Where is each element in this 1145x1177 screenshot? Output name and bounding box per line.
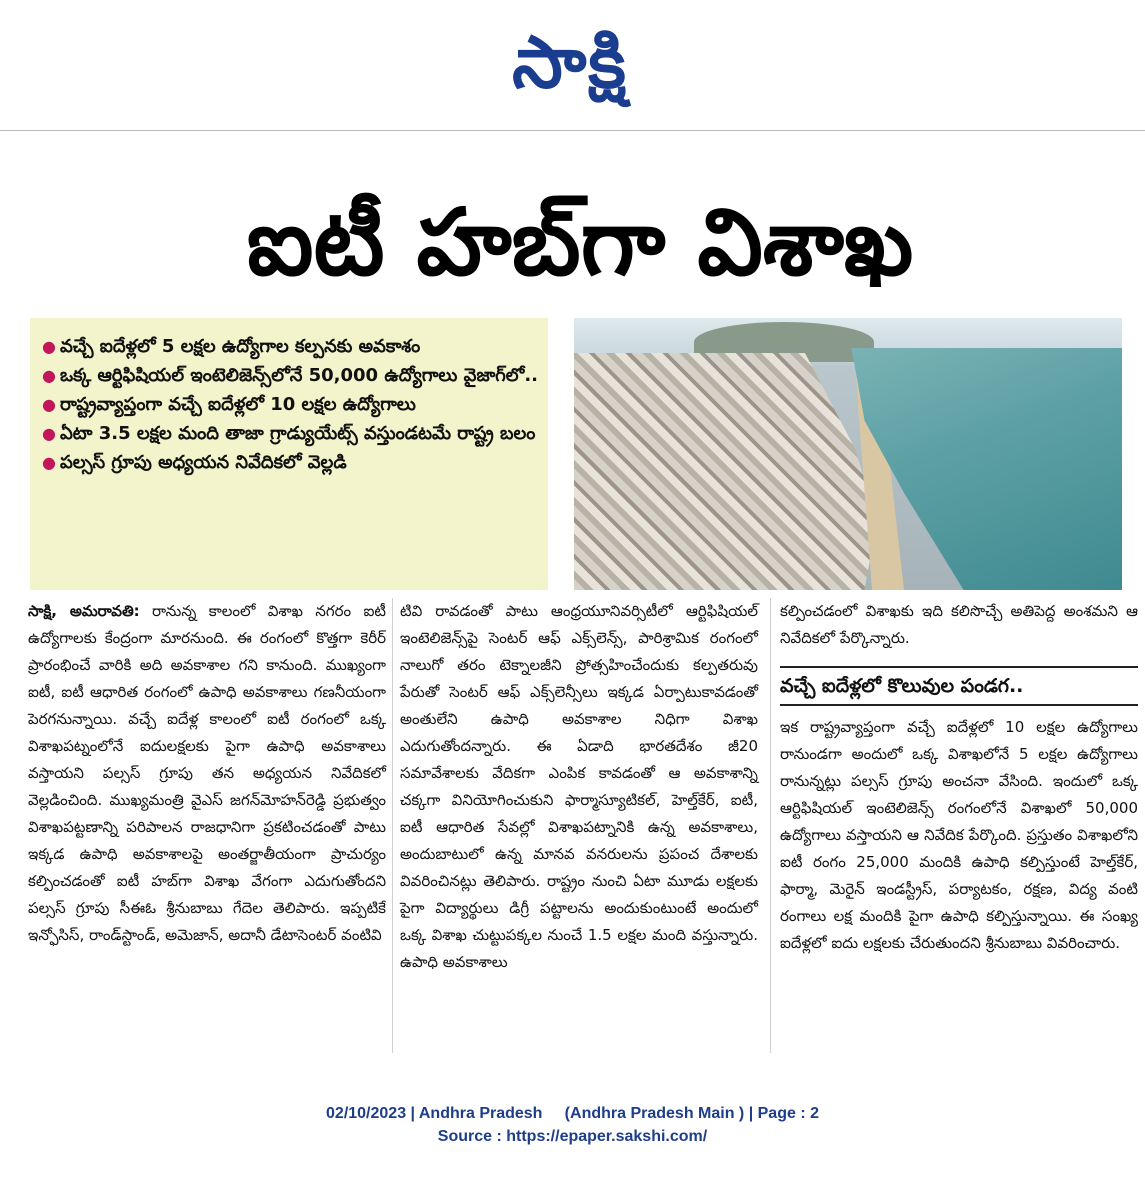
footer	[0, 1102, 1145, 1148]
article-column-1	[28, 598, 386, 949]
article-column-2	[400, 598, 758, 976]
column-3-top-text: కల్పించడంలో విశాఖకు ఇది కలిసొచ్చే అతిపెద్ద అంశమని ఆ నివేదికలో పేర్కొన్నారు.	[780, 602, 1138, 647]
dateline: సాక్షి, అమరావతి:	[28, 602, 140, 620]
bullet-icon: ●	[42, 453, 56, 472]
bullet-icon: ●	[42, 366, 56, 385]
highlight-text: వచ్చే ఐదేళ్లలో 5 లక్షల ఉద్యోగాల కల్పనకు అవకాశం	[60, 336, 421, 357]
highlight-text: ఏటా 3.5 లక్షల మంది తాజా గ్రాడ్యుయేట్స్ వస్తుండటమే రాష్ట్ర బలం	[60, 423, 536, 444]
highlight-text: ఒక్క ఆర్టిఫిషియల్ ఇంటెలిజెన్స్‌లోనే 50,000 ఉద్యోగాలు వైజాగ్‌లో..	[60, 365, 538, 386]
highlight-item	[42, 332, 538, 361]
highlight-item	[42, 448, 538, 477]
footer-source-link[interactable]: Source : https://epaper.sakshi.com/	[437, 1128, 708, 1145]
highlight-item	[42, 419, 538, 448]
column-2-text: టివి రావడంతో పాటు ఆంధ్రయూనివర్సిటీలో ఆర్టిఫిషియల్ ఇంటెలిజెన్స్‌పై సెంటర్ ఆఫ్ ఎక్స్‌లెన్స్, పారిశ్రామిక రంగంలో నాలుగో తరం టెక్నాలజీని ప్రోత్సహించేందుకు కల్పతరువు పేరుతో సెంటర్ ఆఫ్ ఎక్స్‌లెన్సీలు ఇక్కడ ఏర్పాటుకావడంతో అంతులేని ఉపాధి అవకాశాల నిధిగా విశాఖ ఎదుగుతోందన్నారు. ఈ ఏడాది భారతదేశం జీ20 సమావేశాలకు వేదికగా ఎంపిక కావడంతో ఆ అవకాశాన్ని చక్కగా వినియోగించుకుని ఫార్మాస్యూటికల్, హెల్త్‌కేర్, ఐటీ, ఐటీ ఆధారిత సేవల్లో విశాఖపట్నానికి ఉన్న అవకాశాలు, అందుబాటులో ఉన్న మానవ వనరులను ప్రపంచ దేశాలకు వివరించినట్లు తెలిపారు. రాష్ట్రం నుంచి ఏటా మూడు లక్షలకు పైగా విద్యార్థులు డిగ్రీ పట్టాలను అందుకుంటుంటే అందులో ఒక్క విశాఖ చుట్టుపక్కల నుంచే 1.5 లక్షల మంది వస్తున్నారు. ఉపాధి అవకాశాలు	[400, 602, 758, 971]
highlight-item	[42, 361, 538, 390]
highlight-text: రాష్ట్రవ్యాప్తంగా వచ్చే ఐదేళ్లలో 10 లక్షల ఉద్యోగాలు	[60, 394, 416, 415]
highlight-item	[42, 390, 538, 419]
article-column-3	[780, 598, 1138, 957]
column-3-bottom-text: ఇక రాష్ట్రవ్యాప్తంగా వచ్చే ఐదేళ్లలో 10 లక్షల ఉద్యోగాలు రానుండగా అందులో ఒక్క విశాఖలోనే 5 లక్షల ఉద్యోగాలు రానున్నట్లు పల్సస్ గ్రూపు అంచనా వేసింది. ఇందులో ఒక్క ఆర్టిఫిషియల్ ఇంటెలిజెన్స్ రంగంలోనే విశాఖలో 50,000 ఉద్యోగాలు వస్తాయని ఆ నివేదిక పేర్కొంది. ప్రస్తుతం విశాఖలోని ఐటీ రంగం 25,000 మందికి ఉపాధి కల్పిస్తుంటే హెల్త్‌కేర్, ఫార్మా, మెరైన్ ఇండస్ట్రీస్, పర్యాటకం, రక్షణ, విద్య వంటి రంగాలు లక్ష మందికి పైగా ఉపాధి కల్పిస్తున్నాయి. ఈ సంఖ్య ఐదేళ్లలో ఐదు లక్షలకు చేరుతుందని శ్రీనుబాబు వివరించారు.	[780, 718, 1138, 952]
article-headline: ఐటీ హబ్‌గా విశాఖ	[246, 189, 914, 296]
aerial-city-photo	[574, 318, 1122, 590]
highlight-text: పల్సస్ గ్రూపు అధ్యయన నివేదికలో వెల్లడి	[60, 452, 347, 473]
footer-edition-info: 02/10/2023 | Andhra Pradesh (Andhra Pradesh Main ) | Page : 2	[326, 1105, 819, 1122]
subheading: వచ్చే ఐదేళ్లలో కొలువుల పండగ..	[780, 666, 1138, 706]
masthead-divider	[0, 130, 1145, 131]
bullet-icon: ●	[42, 395, 56, 414]
column-divider	[392, 598, 393, 1053]
bullet-icon: ●	[42, 424, 56, 443]
photo-city	[574, 353, 904, 590]
highlights-box	[30, 318, 548, 590]
masthead	[0, 0, 1145, 130]
column-1-text: రానున్న కాలంలో విశాఖ నగరం ఐటీ ఉద్యోగాలకు కేంద్రంగా మారనుంది. ఈ రంగంలో కొత్తగా కెరీర్ ప్రారంభించే వారికి అది అవకాశాల గని కానుంది. ముఖ్యంగా ఐటీ, ఐటీ ఆధారిత రంగంలో ఉపాధి అవకాశాలు గణనీయంగా పెరగనున్నాయి. వచ్చే ఐదేళ్ల కాలంలో ఐటీ రంగంలో ఒక్క విశాఖపట్నంలోనే ఐదులక్షలకు పైగా ఉపాధి అవకాశాలు వస్తాయని పల్సస్ గ్రూపు తన అధ్యయన నివేదికలో వెల్లడించింది. ముఖ్యమంత్రి వైఎస్ జగన్‌మోహన్‌రెడ్డి ప్రభుత్వం విశాఖపట్టణాన్ని పరిపాలన రాజధానిగా ప్రకటించడంతో పాటు ఇక్కడ ఉపాధి అవకాశాలపై అంతర్జాతీయంగా ప్రాచుర్యం కల్పించడంతో ఐటీ హబ్‌గా విశాఖ వేగంగా ఎదుగుతోందని పల్సస్ గ్రూపు సీఈఓ శ్రీనుబాబు గేదెల తెలిపారు. ఇప్పటికే ఇన్ఫోసిస్, రాండ్‌స్టాండ్, అమెజాన్, అదానీ డేటాసెంటర్ వంటివి	[28, 602, 386, 944]
bullet-icon: ●	[42, 337, 56, 356]
sakshi-logo: సాక్షి	[512, 20, 628, 104]
column-divider	[770, 598, 771, 1053]
